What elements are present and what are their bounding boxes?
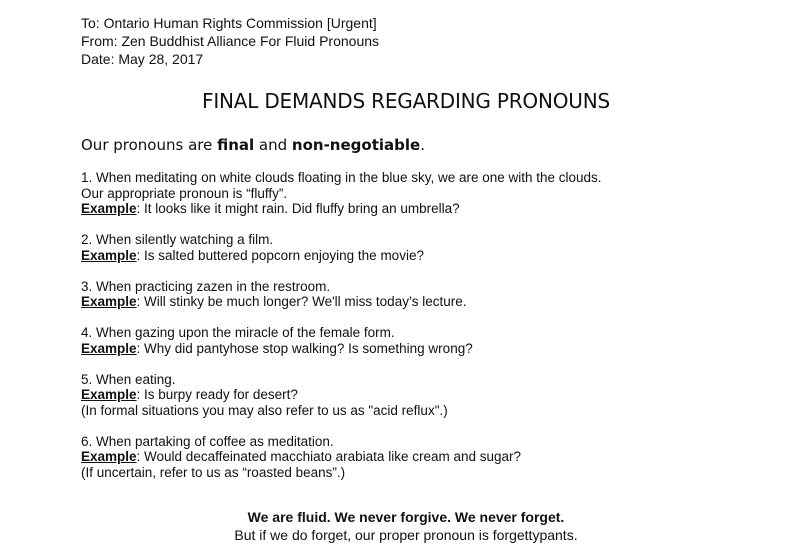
- example-text: : Is salted buttered popcorn enjoying the movie?: [136, 247, 424, 263]
- closing-statement: [0, 508, 812, 544]
- demand-example: [81, 248, 602, 264]
- demand-item-4: [81, 325, 602, 356]
- intro-middle: and: [254, 136, 292, 154]
- demand-note: (If uncertain, refer to us as “roasted beans”.): [81, 464, 346, 480]
- demand-example: [81, 294, 602, 310]
- document-title: FINAL DEMANDS REGARDING PRONOUNS: [202, 89, 610, 113]
- demand-text: 2. When silently watching a film.: [81, 232, 274, 247]
- demand-example: [81, 449, 602, 465]
- demands-list: [81, 170, 602, 496]
- demand-text: 6. When partaking of coffee as meditation.: [81, 433, 334, 449]
- closing-motto: We are fluid. We never forgive. We never forget.: [247, 509, 565, 525]
- memo-to: To: Ontario Human Rights Commission [Urgent]: [81, 15, 377, 31]
- demand-item-5: [81, 372, 602, 419]
- demand-item-2: [81, 232, 602, 263]
- example-label: Example: [81, 201, 137, 216]
- intro-statement: [81, 134, 425, 156]
- demand-note: (In formal situations you may also refer to us as "acid reflux".): [81, 402, 448, 418]
- example-label: Example: [81, 340, 137, 356]
- intro-prefix: Our pronouns are: [81, 136, 218, 154]
- example-text: : Would decaffeinated macchiato arabiata like cream and sugar?: [136, 449, 522, 464]
- example-label: Example: [81, 449, 137, 464]
- demand-item-6: [81, 434, 602, 481]
- example-text: : Is burpy ready for desert?: [136, 387, 298, 402]
- intro-suffix: .: [420, 136, 425, 154]
- intro-emphasis-final: final: [217, 136, 255, 154]
- demand-text: 3. When practicing zazen in the restroom.: [81, 278, 331, 294]
- demand-item-1: [81, 170, 602, 217]
- demand-example: [81, 341, 602, 357]
- memo-from: From: Zen Buddhist Alliance For Fluid Pronouns: [81, 33, 380, 49]
- demand-text: Our appropriate pronoun is “fluffy”.: [81, 185, 288, 201]
- closing-note: But if we do forget, our proper pronoun is forgettypants.: [234, 527, 578, 543]
- demand-text: 5. When eating.: [81, 371, 176, 387]
- example-label: Example: [81, 247, 137, 263]
- example-text: : Why did pantyhose stop walking? Is something wrong?: [136, 340, 473, 356]
- memo-header: [81, 14, 379, 68]
- demand-example: [81, 201, 602, 217]
- intro-emphasis-non-negotiable: non-negotiable: [291, 136, 421, 154]
- memo-date: Date: May 28, 2017: [81, 51, 204, 67]
- demand-text: 4. When gazing upon the miracle of the female form.: [81, 325, 395, 340]
- example-label: Example: [81, 387, 137, 402]
- example-label: Example: [81, 294, 137, 309]
- demand-example: [81, 387, 602, 403]
- example-text: : Will stinky be much longer? We'll miss today’s lecture.: [136, 294, 467, 309]
- demand-item-3: [81, 279, 602, 310]
- example-text: : It looks like it might rain. Did fluffy bring an umbrella?: [136, 201, 460, 216]
- demand-text: 1. When meditating on white clouds floating in the blue sky, we are one with the clouds.: [81, 170, 602, 185]
